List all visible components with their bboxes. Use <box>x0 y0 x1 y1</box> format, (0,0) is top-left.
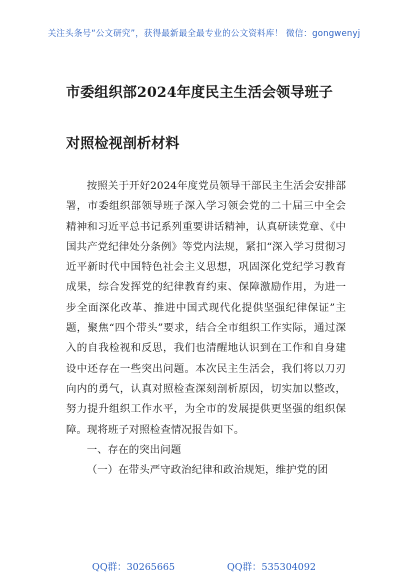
subsection-heading: （一）在带头严守政治纪律和政治规矩，维护党的团 <box>86 464 329 477</box>
footer-qq-group-1: QQ群：30265665 <box>92 562 175 573</box>
section-heading: 一、存在的突出问题 <box>86 443 182 456</box>
document-body <box>66 176 346 480</box>
header-promo-note: 关注头条号“公文研究”，获得最新最全最专业的公文资料库！ 微信：gongwenyj <box>47 29 361 39</box>
footer-contact <box>0 559 408 573</box>
footer-qq-group-2: QQ群：535304092 <box>226 562 316 573</box>
body-paragraph: 按照关于开好2024年度党员领导干部民主生活会安排部署，市委组织部领导班子深入学习领会党的二十届三中全会精神和习近平总书记系列重要讲话精神，认真研读党章、《中国共产党纪律处分条例》等党内法规，紧扣“深入学习贯彻习近平新时代中国特色社会主义思想，巩固深化党纪学习教育成果，综合发挥党的纪律教育约束、保障激励作用，为进一步全面深化改革、推进中国式现代化提供坚强纪律保证”主题，聚焦“四个带头”要求，结合全市组织工作实际，通过深入的自我检视和反思，我们也清醒地认识到在工作和自身建设中还存在一些突出问题。本次民主生活会，我们将以刀刃向内的勇气，认真对照检查深刻剖析原因，切实加以整改，努力提升组织工作水平，为全市的发展提供更坚强的组织保障。现将班子对照检查情况报告如下。 <box>66 180 346 436</box>
document-title: 市委组织部2024年度民主生活会领导班子对照检视剖析材料 <box>66 85 333 152</box>
